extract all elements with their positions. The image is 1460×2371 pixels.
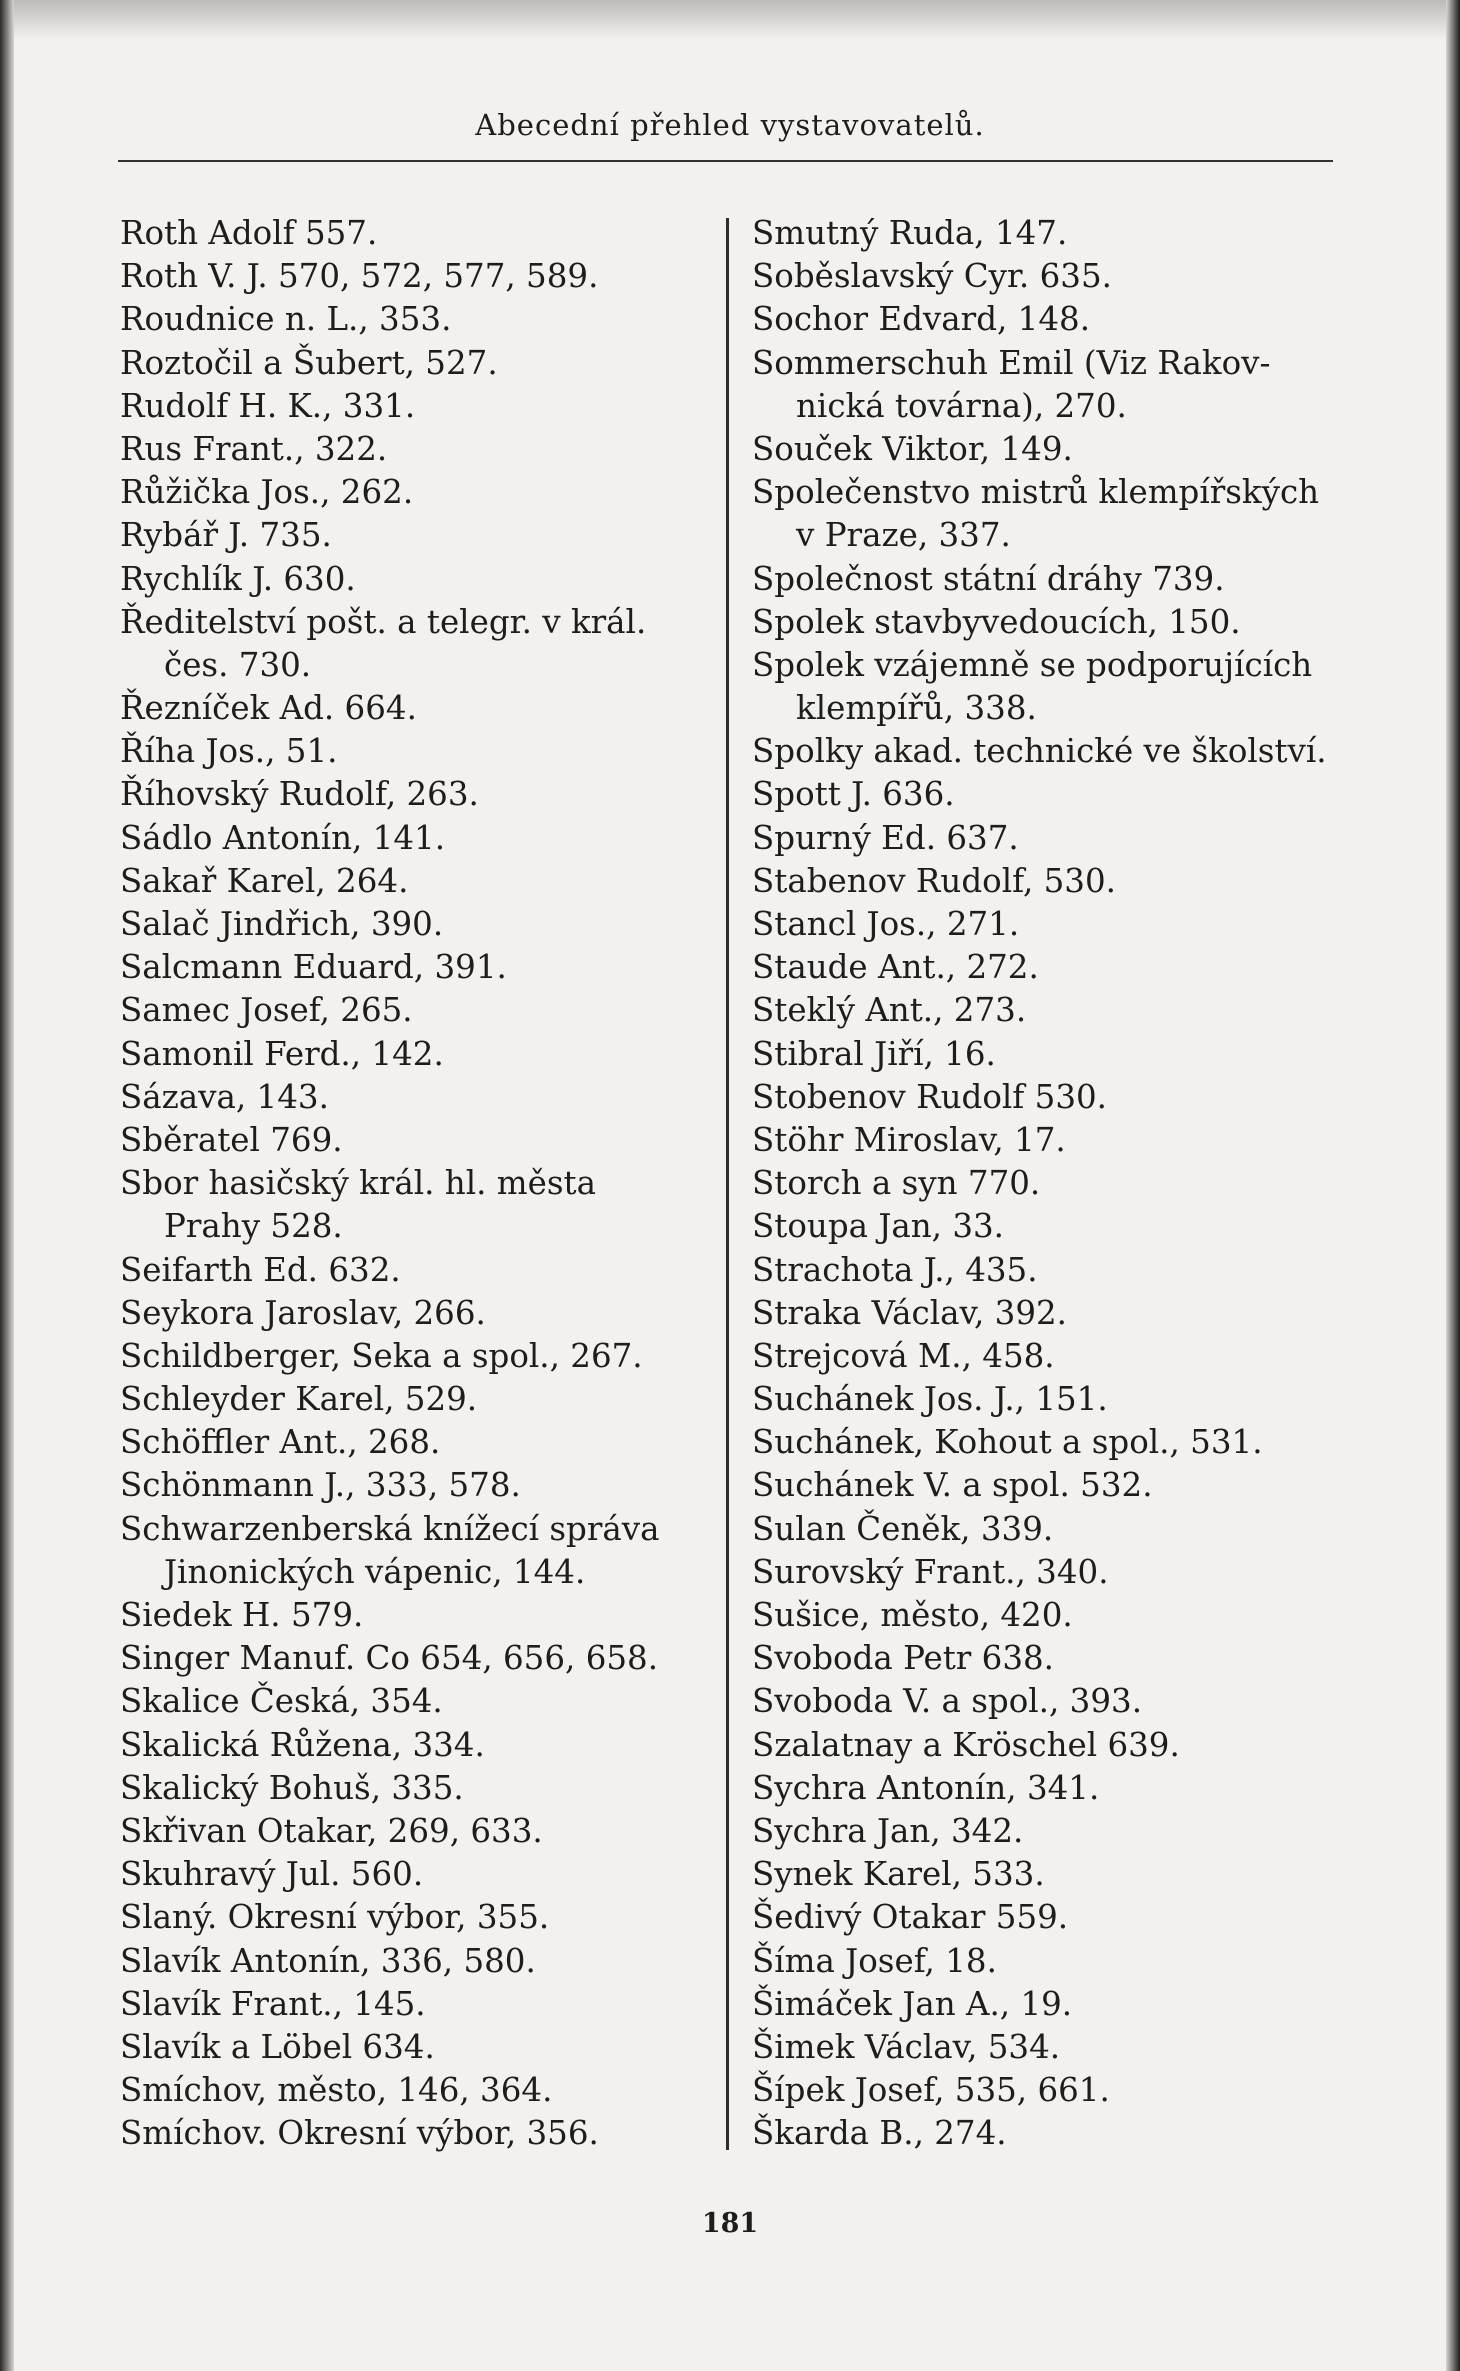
left-column	[120, 212, 720, 2155]
index-entry: Steklý Ant., 273.	[752, 991, 1027, 1030]
index-entry: Svoboda V. a spol., 393.	[752, 1682, 1143, 1721]
index-entry: Roudnice n. L., 353.	[120, 300, 452, 339]
right-column	[752, 212, 1352, 2155]
index-entry: Slavík Frant., 145.	[120, 1984, 426, 2023]
index-entry: Společenstvo mistrů klempířských	[752, 473, 1320, 512]
index-entry: Szalatnay a Kröschel 639.	[752, 1725, 1180, 1764]
index-entry: Skalice Česká, 354.	[120, 1682, 443, 1721]
index-entry: Stabenov Rudolf, 530.	[752, 861, 1116, 900]
index-entry: Smutný Ruda, 147.	[752, 214, 1068, 252]
index-entry: Surovský Frant., 340.	[752, 1552, 1109, 1591]
index-entry: Slaný. Okresní výbor, 355.	[120, 1898, 550, 1937]
index-entry: Sochor Edvard, 148.	[752, 300, 1091, 339]
index-entry: Spott J. 636.	[752, 775, 955, 814]
index-entry: Spolek stavbyvedoucích, 150.	[752, 602, 1241, 641]
index-entry: Sázava, 143.	[120, 1077, 329, 1116]
index-entry-continuation: Prahy 528.	[164, 1207, 343, 1246]
index-entry: Rychlík J. 630.	[120, 559, 356, 598]
index-entry: Samec Josef, 265.	[120, 991, 413, 1030]
page-left-edge	[0, 0, 14, 2371]
index-entry-continuation: nická továrna), 270.	[796, 386, 1127, 425]
index-entry: Slavík a Löbel 634.	[120, 2027, 435, 2066]
index-entry: Sakař Karel, 264.	[120, 861, 409, 900]
index-entry: Sommerschuh Emil (Viz Rakov-	[752, 343, 1271, 382]
index-entry: Schöffler Ant., 268.	[120, 1423, 441, 1462]
index-entry: Roth Adolf 557.	[120, 214, 378, 252]
index-entry: Soběslavský Cyr. 635.	[752, 257, 1112, 296]
index-entry: Říhovský Rudolf, 263.	[120, 775, 479, 814]
index-entry: Společnost státní dráhy 739.	[752, 559, 1225, 598]
index-entry: Schwarzenberská knížecí správa	[120, 1509, 660, 1548]
index-entry: Seykora Jaroslav, 266.	[120, 1293, 486, 1332]
index-entry-continuation: Jinonických vápenic, 144.	[164, 1552, 586, 1591]
index-entry: Skalický Bohuš, 335.	[120, 1768, 464, 1807]
index-entry: Skuhravý Jul. 560.	[120, 1855, 424, 1894]
index-entry: Říha Jos., 51.	[120, 732, 338, 771]
index-entry: Šedivý Otakar 559.	[752, 1898, 1069, 1937]
index-entry: Souček Viktor, 149.	[752, 429, 1073, 468]
index-entry: Strachota J., 435.	[752, 1250, 1038, 1289]
index-entry: Sychra Antonín, 341.	[752, 1768, 1100, 1807]
index-entry: Strejcová M., 458.	[752, 1336, 1055, 1375]
index-entry: Schildberger, Seka a spol., 267.	[120, 1336, 643, 1375]
index-entry: Rudolf H. K., 331.	[120, 386, 416, 425]
index-entry: Stobenov Rudolf 530.	[752, 1077, 1108, 1116]
index-entry: Roztočil a Šubert, 527.	[120, 343, 498, 382]
index-entry: Růžička Jos., 262.	[120, 473, 414, 512]
index-entry: Slavík Antonín, 336, 580.	[120, 1941, 536, 1980]
index-entry: Stibral Jiří, 16.	[752, 1034, 996, 1073]
index-entry: Storch a syn 770.	[752, 1164, 1041, 1203]
index-entry: Šimáček Jan A., 19.	[752, 1984, 1073, 2023]
index-entry: Salcmann Eduard, 391.	[120, 948, 507, 987]
index-entry: Skřivan Otakar, 269, 633.	[120, 1811, 543, 1850]
index-entry: Stöhr Miroslav, 17.	[752, 1120, 1066, 1159]
index-entry: Rybář J. 735.	[120, 516, 332, 555]
index-entry: Sběratel 769.	[120, 1120, 343, 1159]
index-entry: Samonil Ferd., 142.	[120, 1034, 444, 1073]
page-right-edge	[1446, 0, 1460, 2371]
header-rule	[118, 160, 1333, 162]
page-top-shadow	[0, 0, 1460, 40]
index-entry: Schleyder Karel, 529.	[120, 1380, 478, 1419]
index-entry: Straka Václav, 392.	[752, 1293, 1068, 1332]
index-entry: Sychra Jan, 342.	[752, 1811, 1024, 1850]
running-header: Abecední přehled vystavovatelů.	[475, 108, 985, 142]
index-entry: Siedek H. 579.	[120, 1596, 364, 1634]
index-entry: Suchánek, Kohout a spol., 531.	[752, 1423, 1263, 1462]
index-entry: Řezníček Ad. 664.	[120, 689, 417, 728]
index-entry: Skalická Růžena, 334.	[120, 1725, 485, 1764]
index-entry: Spolky akad. technické ve školství.	[752, 732, 1327, 771]
index-entry: Stancl Jos., 271.	[752, 905, 1020, 943]
index-entry-continuation: v Praze, 337.	[796, 516, 1011, 555]
index-entry-continuation: klempířů, 338.	[796, 689, 1037, 728]
column-divider	[726, 218, 729, 2150]
index-entry: Suchánek V. a spol. 532.	[752, 1466, 1153, 1505]
index-entry: Šípek Josef, 535, 661.	[752, 2071, 1110, 2110]
index-entry: Seifarth Ed. 632.	[120, 1250, 401, 1289]
index-entry: Škarda B., 274.	[752, 2114, 1007, 2153]
index-entry: Ředitelství pošt. a telegr. v král.	[120, 602, 647, 641]
index-entry: Synek Karel, 533.	[752, 1855, 1045, 1894]
index-entry: Singer Manuf. Co 654, 656, 658.	[120, 1639, 659, 1678]
index-entry: Šimek Václav, 534.	[752, 2027, 1061, 2066]
index-entry: Sbor hasičský král. hl. města	[120, 1164, 596, 1203]
page-number: 181	[701, 2208, 759, 2239]
index-entry: Staude Ant., 272.	[752, 948, 1039, 987]
index-entry: Spolek vzájemně se podporujících	[752, 645, 1313, 684]
index-entry: Rus Frant., 322.	[120, 429, 388, 468]
index-entry: Stoupa Jan, 33.	[752, 1207, 1005, 1246]
index-entry: Roth V. J. 570, 572, 577, 589.	[120, 257, 599, 296]
index-entry: Smíchov, město, 146, 364.	[120, 2071, 553, 2110]
index-entry: Sádlo Antonín, 141.	[120, 818, 446, 857]
index-entry: Suchánek Jos. J., 151.	[752, 1380, 1108, 1419]
index-entry: Svoboda Petr 638.	[752, 1639, 1055, 1678]
index-entry: Spurný Ed. 637.	[752, 818, 1019, 857]
index-entry: Sušice, město, 420.	[752, 1596, 1073, 1634]
index-entry: Sulan Čeněk, 339.	[752, 1509, 1054, 1548]
index-entry: Smíchov. Okresní výbor, 356.	[120, 2114, 599, 2153]
index-entry: Salač Jindřich, 390.	[120, 905, 444, 943]
index-entry-continuation: čes. 730.	[164, 645, 312, 684]
index-entry: Schönmann J., 333, 578.	[120, 1466, 521, 1505]
index-entry: Šíma Josef, 18.	[752, 1941, 997, 1980]
